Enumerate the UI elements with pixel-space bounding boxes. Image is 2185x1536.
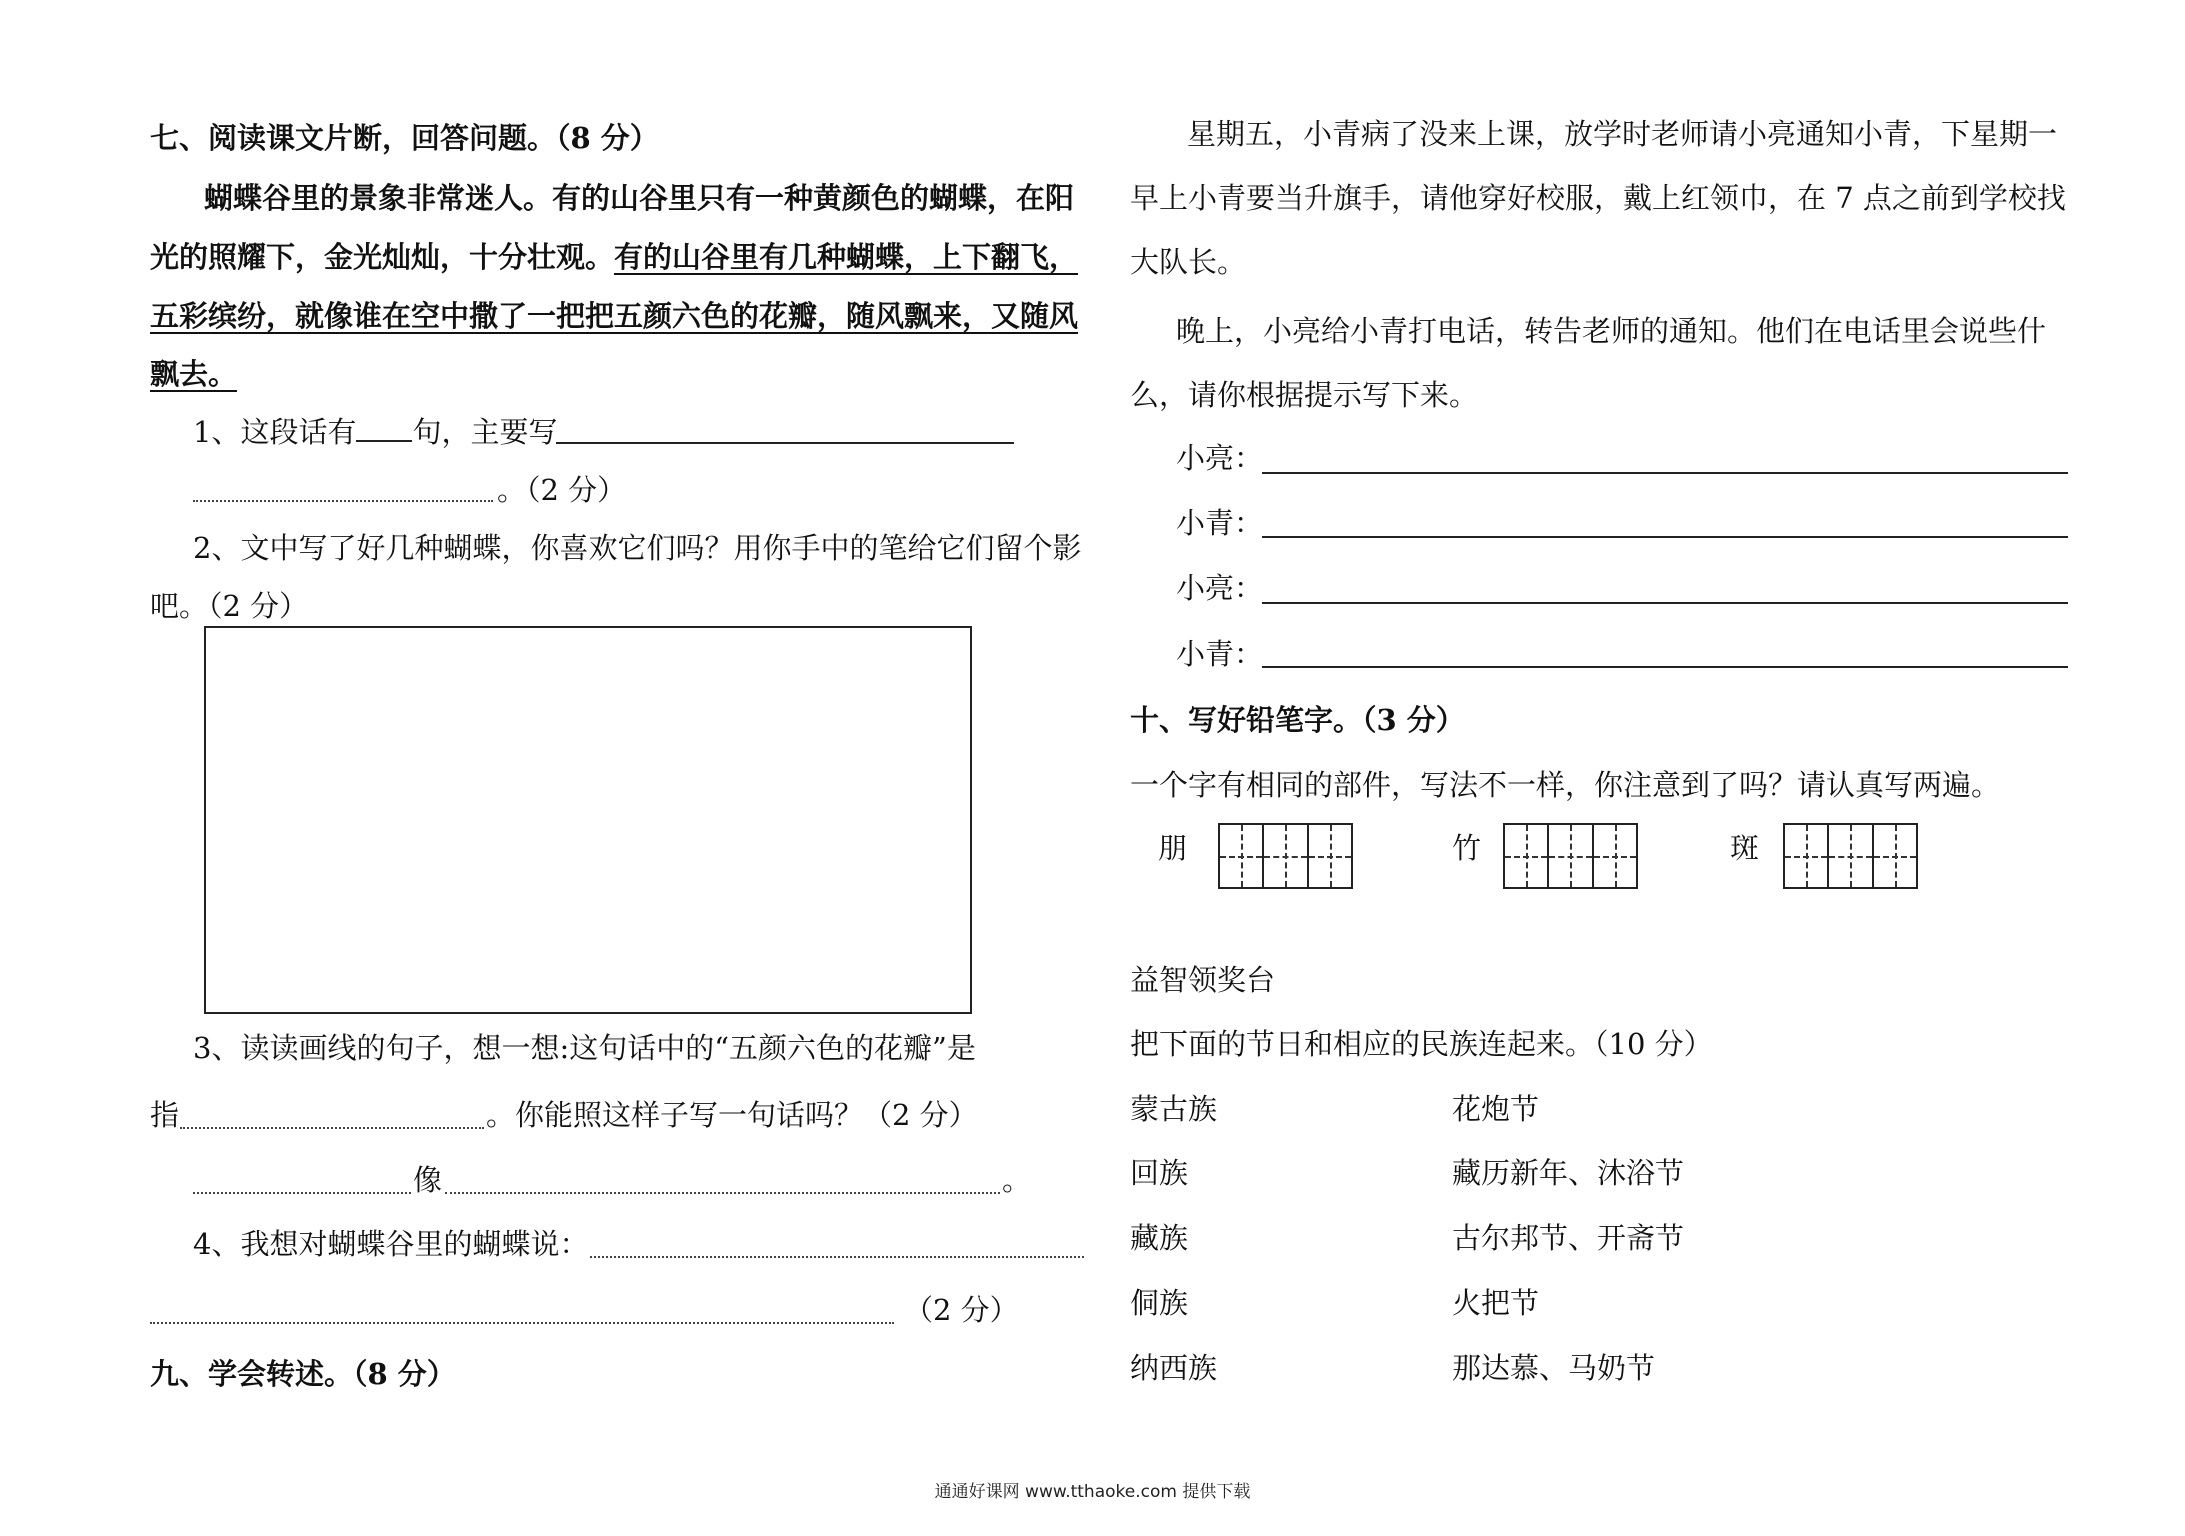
q1-main-content-blank-2[interactable]	[193, 500, 493, 502]
section9-title: 九、学会转述。（8 分）	[150, 1357, 456, 1391]
q3-line-end: 。	[1002, 1163, 1032, 1197]
retell-para1-line2: 早上小青要当升旗手，请他穿好校服，戴上红领巾，在 7 点之前到学校找	[1130, 181, 2066, 215]
grid-cell[interactable]	[1594, 825, 1636, 887]
grid-cell[interactable]	[1785, 825, 1829, 887]
passage-line-2a: 光的照耀下，金光灿灿，十分壮观。	[150, 240, 615, 274]
grid-cell[interactable]	[1829, 825, 1873, 887]
q3-sentence-blank-2[interactable]	[445, 1192, 1000, 1194]
passage-line-2	[150, 239, 1078, 275]
underlined-sentence-part3: 飘去。	[150, 357, 238, 391]
retell-para2-line1: 晚上，小亮给小青打电话，转告老师的通知。他们在电话里会说些什	[1176, 314, 2047, 348]
dialogue-line-1[interactable]	[1262, 472, 2068, 474]
speaker-xiaoqing-2: 小青：	[1176, 637, 1264, 671]
writing-grid-peng[interactable]	[1218, 823, 1353, 889]
retell-para1-line1: 星期五，小青病了没来上课，放学时老师请小亮通知小青，下星期一	[1187, 117, 2058, 151]
grid-cell[interactable]	[1549, 825, 1593, 887]
ethnic-group-item[interactable]: 侗族	[1130, 1286, 1189, 1320]
festival-item[interactable]: 火把节	[1452, 1286, 1540, 1320]
grid-cell[interactable]	[1220, 825, 1264, 887]
festival-item[interactable]: 藏历新年、沐浴节	[1452, 1156, 1685, 1190]
underlined-sentence-part1: 有的山谷里有几种蝴蝶，上下翻飞，	[614, 240, 1079, 274]
q1-line	[193, 414, 557, 450]
practice-char-ban: 斑	[1730, 831, 1760, 865]
speaker-xiaoliang-2: 小亮：	[1176, 571, 1264, 605]
q4-message-blank-1[interactable]	[590, 1256, 1084, 1258]
speaker-xiaoqing-1: 小青：	[1176, 506, 1264, 540]
bonus-instruction: 把下面的节日和相应的民族连起来。（10 分）	[1130, 1027, 1713, 1061]
retell-para1-line3: 大队长。	[1130, 245, 1247, 279]
q1-text-b: 句，主要写	[412, 415, 558, 449]
q1-text-a: 1、这段话有	[193, 415, 357, 449]
section10-title: 十、写好铅笔字。（3 分）	[1130, 703, 1465, 737]
ethnic-group-item[interactable]: 纳西族	[1130, 1351, 1218, 1385]
q1-main-content-blank[interactable]	[556, 442, 1014, 444]
q3-line-1: 3、读读画线的句子，想一想:这句话中的“五颜六色的花瓣”是	[193, 1031, 976, 1065]
writing-grid-zhu[interactable]	[1503, 823, 1638, 889]
practice-char-zhu: 竹	[1452, 831, 1482, 865]
ethnic-group-item[interactable]: 蒙古族	[1130, 1092, 1218, 1126]
q3-sentence-blank-1[interactable]	[193, 1192, 411, 1194]
q4-score: （2 分）	[904, 1293, 1019, 1327]
writing-grid-ban[interactable]	[1783, 823, 1918, 889]
bonus-title: 益智领奖台	[1130, 963, 1276, 997]
dialogue-line-3[interactable]	[1262, 602, 2068, 604]
q4-line-1: 4、我想对蝴蝶谷里的蝴蝶说：	[193, 1227, 589, 1261]
dialogue-line-4[interactable]	[1262, 666, 2068, 668]
dialogue-line-2[interactable]	[1262, 536, 2068, 538]
retell-para2-line2: 么，请你根据提示写下来。	[1130, 378, 1479, 412]
passage-line-1: 蝴蝶谷里的景象非常迷人。有的山谷里只有一种黄颜色的蝴蝶，在阳	[204, 181, 1075, 215]
q1-sentence-count-blank[interactable]	[356, 418, 412, 442]
q4-message-blank-2[interactable]	[150, 1322, 894, 1324]
ethnic-group-item[interactable]: 藏族	[1130, 1221, 1189, 1255]
q3-line-2a: 指	[150, 1098, 180, 1132]
q3-line-2b: 。你能照这样子写一句话吗？（2 分）	[486, 1098, 978, 1132]
q3-like-word: 像	[413, 1163, 443, 1197]
footer-credit: 通通好课网 www.tthaoke.com 提供下载	[934, 1482, 1251, 1502]
q1-score: 。（2 分）	[497, 473, 627, 507]
festival-item[interactable]: 花炮节	[1452, 1092, 1540, 1126]
ethnic-group-item[interactable]: 回族	[1130, 1156, 1189, 1190]
grid-cell[interactable]	[1309, 825, 1351, 887]
section10-instruction: 一个字有相同的部件，写法不一样，你注意到了吗？请认真写两遍。	[1130, 768, 2001, 802]
festival-item[interactable]: 古尔邦节、开斋节	[1452, 1221, 1685, 1255]
q2-line-1: 2、文中写了好几种蝴蝶，你喜欢它们吗？用你手中的笔给它们留个影	[193, 531, 1082, 565]
festival-item[interactable]: 那达慕、马奶节	[1452, 1351, 1656, 1385]
speaker-xiaoliang-1: 小亮：	[1176, 441, 1264, 475]
grid-cell[interactable]	[1264, 825, 1308, 887]
grid-cell[interactable]	[1874, 825, 1916, 887]
drawing-box[interactable]	[204, 626, 972, 1014]
underlined-sentence-part2: 五彩缤纷，就像谁在空中撒了一把把五颜六色的花瓣，随风飘来，又随风	[150, 299, 1079, 333]
practice-char-peng: 朋	[1158, 831, 1188, 865]
grid-cell[interactable]	[1505, 825, 1549, 887]
section7-title: 七、阅读课文片断，回答问题。（8 分）	[150, 121, 659, 155]
q2-line-2: 吧。（2 分）	[150, 589, 309, 623]
q3-refers-to-blank[interactable]	[180, 1127, 484, 1129]
